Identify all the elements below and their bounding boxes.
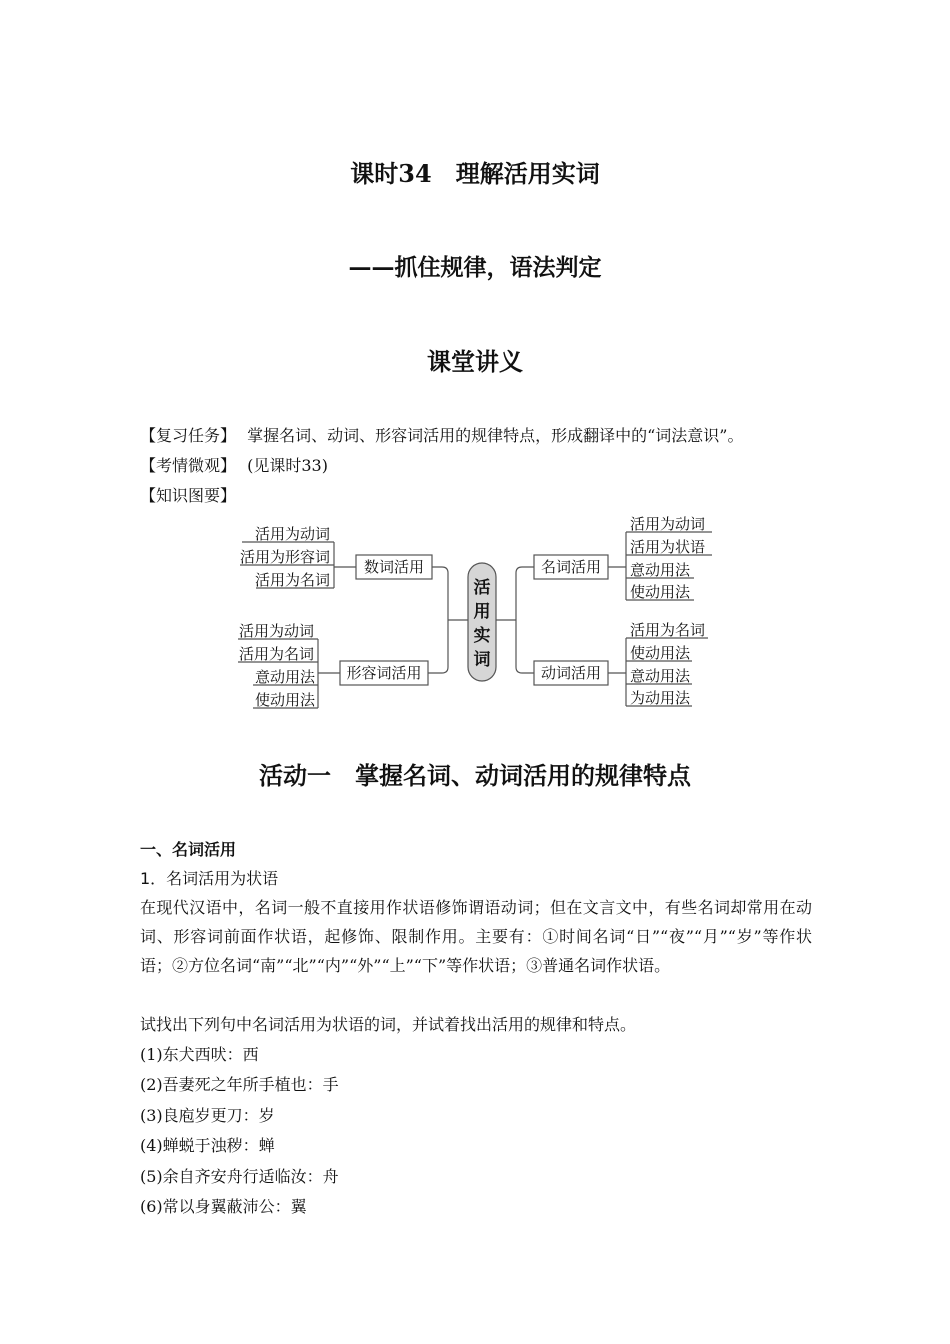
category-adjective-label: 形容词活用 <box>346 664 422 682</box>
exercise-prompt: 试找出下列句中名词活用为状语的词，并试着找出活用的规律和特点。 <box>140 1015 637 1034</box>
intro-paragraph: 在现代汉语中，名词一般不直接用作状语修饰谓语动词；但在文言文中，有些名词却常用在动词、形容词前面作状语，起修饰、限制作用。主要有：①时间名词“日”“夜”“月”“岁”等作状语；②方位名词“南”“北”“内”“外”“上”“下”等作状语；③普通名词作状语。 <box>140 898 812 975</box>
review-task-line <box>140 423 743 446</box>
example-answer: 蝉 <box>258 1136 275 1155</box>
heading-noun-usage: 一、名词活用 <box>140 840 237 859</box>
example-sentence: (6)常以身翼蔽沛公： <box>140 1197 291 1216</box>
example-sentence: (4)蝉蜕于浊秽： <box>140 1136 259 1155</box>
page-title: 课时34 理解活用实词 <box>350 159 600 188</box>
map-item: 活用为名词 <box>255 571 331 589</box>
hub-char: 实 <box>473 626 491 646</box>
review-task-text: 掌握名词、动词、形容词活用的规律特点，形成翻译中的“词法意识”。 <box>247 426 744 445</box>
map-item: 活用为状语 <box>630 538 706 556</box>
category-verb-label: 动词活用 <box>540 664 602 682</box>
knowledge-map <box>0 505 950 735</box>
example-item <box>140 1164 339 1187</box>
map-item: 活用为形容词 <box>240 548 331 566</box>
exam-tag: 【考情微观】 <box>140 456 237 475</box>
map-item: 意动用法 <box>255 668 316 686</box>
hub-char: 活 <box>473 578 491 598</box>
map-item: 意动用法 <box>630 667 691 685</box>
section-title: 课堂讲义 <box>427 347 523 376</box>
example-answer: 岁 <box>258 1106 275 1125</box>
map-item: 使动用法 <box>630 583 691 601</box>
map-item: 使动用法 <box>255 691 316 709</box>
hub-char: 词 <box>473 650 491 670</box>
map-item: 活用为名词 <box>630 621 706 639</box>
map-item: 使动用法 <box>630 644 691 662</box>
example-item <box>140 1072 339 1095</box>
activity-title: 活动一 掌握名词、动词活用的规律特点 <box>259 761 691 790</box>
map-item: 为动用法 <box>630 689 691 707</box>
exam-text: (见课时33) <box>247 456 328 475</box>
map-line <box>140 483 236 506</box>
review-task-tag: 【复习任务】 <box>140 426 237 445</box>
map-item: 活用为名词 <box>239 645 315 663</box>
map-item: 活用为动词 <box>630 515 706 533</box>
category-numeral-label: 数词活用 <box>363 558 425 576</box>
example-sentence: (1)东犬西吠： <box>140 1045 243 1064</box>
page-subtitle: ——抓住规律，语法判定 <box>348 254 602 281</box>
map-item: 意动用法 <box>630 561 691 579</box>
heading-noun-adverbial: 1．名词活用为状语 <box>140 869 279 888</box>
map-tag: 【知识图要】 <box>140 486 237 505</box>
exam-line <box>140 453 328 476</box>
example-item <box>140 1133 275 1156</box>
example-answer: 西 <box>242 1045 259 1064</box>
example-answer: 翼 <box>290 1197 307 1216</box>
example-sentence: (5)余自齐安舟行适临汝： <box>140 1167 323 1186</box>
example-item <box>140 1042 259 1065</box>
category-noun-label: 名词活用 <box>540 558 602 576</box>
map-item: 活用为动词 <box>255 525 331 543</box>
map-item: 活用为动词 <box>239 622 315 640</box>
example-answer: 舟 <box>322 1167 339 1186</box>
example-sentence: (2)吾妻死之年所手植也： <box>140 1075 323 1094</box>
example-answer: 手 <box>322 1075 339 1094</box>
hub-char: 用 <box>473 602 491 622</box>
example-item <box>140 1194 307 1217</box>
example-item <box>140 1103 275 1126</box>
example-sentence: (3)良庖岁更刀： <box>140 1106 259 1125</box>
